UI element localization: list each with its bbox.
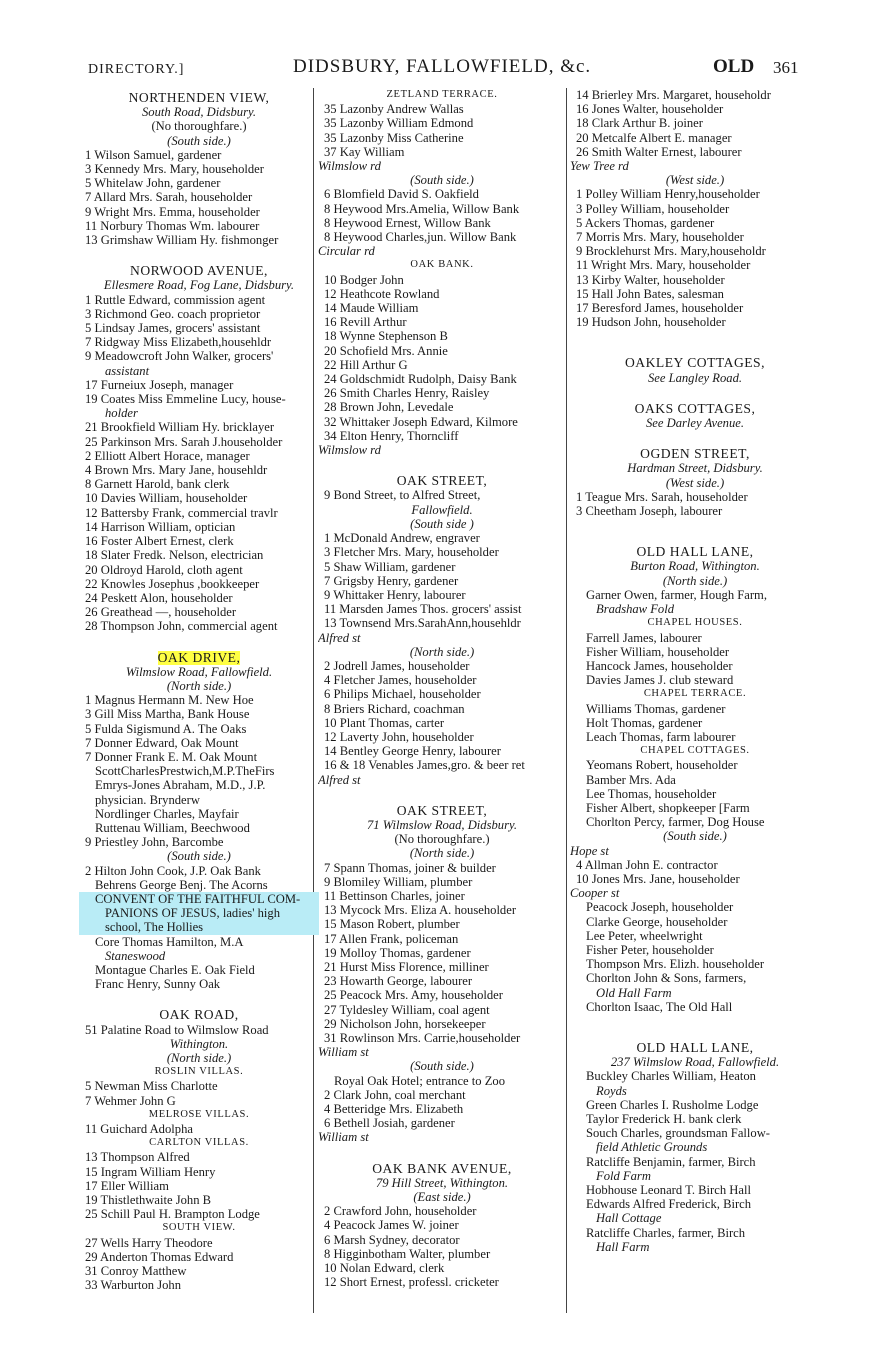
directory-entry: 31 Conroy Matthew (85, 1264, 187, 1279)
location-line: (North side.) (409, 846, 475, 861)
sub-heading: CHAPEL COTTAGES. (640, 745, 750, 757)
directory-entry: 9 Bond Street, to Alfred Street, (324, 488, 481, 503)
directory-entry: 17 Allen Frank, policeman (324, 931, 459, 946)
directory-entry: 19 Thistlethwaite John B (85, 1193, 212, 1208)
spacer (570, 518, 820, 542)
location-line: (South side.) (410, 173, 474, 188)
directory-entry: 10 Davies William, householder (85, 491, 248, 506)
location-line: See Langley Road. (647, 370, 743, 385)
location-line: (South side ) (410, 516, 474, 531)
street-heading: OGDEN STREET, (640, 447, 750, 462)
directory-entry: 17 Eller William (85, 1178, 169, 1193)
spacer (570, 430, 820, 444)
location-line: South Road, Didsbury. (141, 105, 257, 120)
directory-entry: 28 Thompson John, commercial agent (85, 619, 278, 634)
entry-continuation: Fold Farm (596, 1168, 651, 1183)
directory-entry: Taylor Frederick H. bank clerk (586, 1112, 742, 1126)
street-heading: OLD HALL LANE, (636, 1040, 754, 1055)
entry-continuation: Old Hall Farm (596, 985, 672, 1000)
directory-entry: 20 Metcalfe Albert E. manager (576, 130, 732, 145)
location-line: Wilmslow Road, Fallowfield. (125, 664, 273, 679)
directory-entry: 3 Fletcher Mrs. Mary, householder (324, 545, 499, 560)
directory-entry: 13 Thompson Alfred (85, 1150, 190, 1165)
directory-entry: 14 Harrison William, optician (85, 519, 236, 534)
directory-entry: 12 Laverty John, householder (324, 729, 474, 744)
note-line: (No thoroughfare.) (394, 832, 490, 847)
directory-entry: Lee Peter, wheelwright (586, 928, 703, 943)
directory-entry: 11 Wright Mrs. Mary, householder (576, 258, 751, 273)
directory-entry: 21 Hurst Miss Florence, milliner (324, 959, 489, 974)
street-heading: OAK STREET, (396, 474, 488, 489)
directory-entry: 4 Brown Mrs. Mary Jane, househldr (85, 463, 268, 478)
directory-entry: 6 Marsh Sydney, decorator (324, 1232, 460, 1247)
directory-entry: 5 Fulda Sigismund A. The Oaks (85, 721, 247, 736)
directory-entry: 11 Bettinson Charles, joiner (324, 888, 465, 903)
cross-street: Circular rd (318, 244, 375, 259)
header-directory: DIRECTORY.] (88, 62, 185, 77)
directory-column-3 (570, 88, 820, 1254)
directory-entry: 9 Blomiley William, plumber (324, 874, 473, 889)
directory-entry: 24 Peskett Alon, householder (85, 590, 233, 605)
directory-entry: Hobhouse Leonard T. Birch Hall (586, 1183, 751, 1198)
directory-entry: 29 Nicholson John, horsekeeper (324, 1016, 486, 1031)
spacer (79, 991, 319, 1005)
sub-heading: CARLTON VILLAS. (149, 1137, 249, 1149)
location-line: 79 Hill Street, Withington. (375, 1175, 509, 1190)
directory-entry: 32 Whittaker Joseph Edward, Kilmore (324, 414, 518, 429)
location-line: See Darley Avenue. (645, 416, 745, 431)
directory-entry: 18 Clark Arthur B. joiner (576, 116, 703, 131)
directory-entry: 7 Donner Edward, Oak Mount (85, 735, 239, 750)
header-section: OLD (713, 56, 755, 77)
directory-entry: 1 Polley William Henry,householder (576, 187, 760, 202)
directory-entry: Yeomans Robert, householder (586, 758, 738, 773)
directory-entry: 6 Philips Michael, householder (324, 687, 481, 702)
directory-entry: 9 Brocklehurst Mrs. Mary,householdr (576, 244, 766, 259)
directory-entry: 27 Wells Harry Theodore (85, 1235, 213, 1250)
directory-entry: 22 Knowles Josephus ,bookkeeper (85, 576, 260, 591)
directory-entry: 51 Palatine Road to Wilmslow Road (85, 1022, 269, 1037)
directory-entry: Thompson Mrs. Elizh. householder (586, 957, 765, 972)
directory-entry: 18 Slater Fredk. Nelson, electrician (85, 548, 264, 563)
directory-entry: 9 Meadowcroft John Walker, grocers' (85, 349, 274, 364)
directory-entry: 27 Tyldesley William, coal agent (324, 1002, 490, 1017)
directory-entry: 5 Ackers Thomas, gardener (576, 215, 715, 230)
directory-entry: physician. Brynderw (95, 792, 200, 807)
directory-entry: 14 Brierley Mrs. Margaret, householdr (576, 88, 771, 102)
street-heading-highlighted (79, 651, 319, 665)
directory-entry: Core Thomas Hamilton, M.A (95, 934, 244, 949)
directory-entry: 2 Crawford John, householder (324, 1204, 477, 1219)
directory-entry: 8 Briers Richard, coachman (324, 701, 465, 716)
directory-entry: Farrell James, labourer (586, 630, 702, 645)
directory-entry: 10 Nolan Edward, clerk (324, 1261, 445, 1276)
directory-entry: 15 Mason Robert, plumber (324, 917, 460, 932)
directory-entry: 4 Allman John E. contractor (576, 857, 718, 872)
location-line: Hardman Street, Didsbury. (627, 461, 763, 476)
directory-entry: 7 Wehmer John G (85, 1093, 176, 1108)
directory-entry: 19 Coates Miss Emmeline Lucy, house- (85, 392, 286, 407)
directory-entry: Ratcliffe Charles, farmer, Birch (586, 1225, 746, 1240)
spacer (570, 385, 820, 399)
directory-entry: 7 Morris Mrs. Mary, householder (576, 230, 744, 245)
directory-entry: 8 Heywood Mrs.Amelia, Willow Bank (324, 201, 520, 216)
directory-entry: Peacock Joseph, householder (586, 900, 734, 915)
directory-entry: 7 Donner Frank E. M. Oak Mount (85, 749, 258, 764)
directory-entry: 4 Fletcher James, householder (324, 673, 477, 688)
directory-entry: 25 Peacock Mrs. Amy, householder (324, 988, 503, 1003)
highlight-mark: OAK DRIVE, (157, 650, 241, 665)
directory-entry: Davies James J. club steward (586, 673, 734, 688)
directory-entry: 33 Warburton John (85, 1278, 181, 1293)
spacer (79, 634, 319, 648)
directory-entry: 1 Magnus Hermann M. New Hoe (85, 693, 254, 708)
directory-entry: 26 Greathead —, householder (85, 605, 237, 620)
directory-entry: 22 Hill Arthur G (324, 357, 408, 372)
directory-entry: 15 Ingram William Henry (85, 1164, 216, 1179)
directory-entry: 3 Richmond Geo. coach proprietor (85, 306, 261, 321)
directory-entry: 26 Smith Charles Henry, Raisley (324, 386, 490, 401)
directory-entry: 35 Lazonby Andrew Wallas (324, 102, 464, 117)
directory-entry: 16 & 18 Venables James,gro. & beer ret (324, 758, 525, 773)
directory-entry: 5 Lindsay James, grocers' assistant (85, 321, 261, 336)
cross-street: William st (318, 1045, 369, 1060)
directory-entry: 17 Beresford James, householder (576, 301, 744, 316)
directory-entry: 21 Brookfield William Hy. bricklayer (85, 420, 275, 435)
directory-entry: 1 Teague Mrs. Sarah, householder (576, 489, 748, 504)
directory-entry: 34 Elton Henry, Thorncliff (324, 428, 459, 443)
sub-heading: OAK BANK. (410, 259, 474, 271)
directory-entry: Garner Owen, farmer, Hough Farm, (586, 587, 767, 602)
directory-entry: 5 Newman Miss Charlotte (85, 1079, 218, 1094)
directory-entry: 4 Peacock James W. joiner (324, 1218, 459, 1233)
directory-entry: 2 Elliott Albert Horace, manager (85, 448, 250, 463)
directory-entry: Fisher Albert, shopkeeper [Farm (586, 800, 750, 815)
directory-entry: 1 Wilson Samuel, gardener (85, 147, 222, 162)
location-line: Ellesmere Road, Fog Lane, Didsbury. (103, 278, 295, 293)
cross-street: Hope st (570, 843, 609, 858)
directory-entry: 35 Lazonby Miss Catherine (324, 130, 464, 145)
column-rule-2 (566, 88, 567, 1313)
directory-entry: Green Charles I. Rusholme Lodge (586, 1097, 759, 1112)
entry-continuation-highlighted: PANIONS OF JESUS, ladies' high (79, 906, 319, 920)
sub-heading: CHAPEL HOUSES. (647, 617, 743, 629)
directory-entry: 29 Anderton Thomas Edward (85, 1249, 234, 1264)
directory-entry: 11 Marsden James Thos. grocers' assist (324, 602, 522, 617)
page-header (88, 56, 808, 82)
directory-entry: 20 Oldroyd Harold, cloth agent (85, 562, 243, 577)
location-line: Withington. (169, 1036, 229, 1051)
spacer (318, 787, 566, 801)
location-line: (North side.) (409, 644, 475, 659)
directory-entry: 10 Plant Thomas, carter (324, 715, 445, 730)
directory-entry: 15 Hall John Bates, salesman (576, 286, 724, 301)
location-line: (West side.) (665, 173, 725, 188)
directory-entry: 2 Hilton John Cook, J.P. Oak Bank (85, 863, 261, 878)
directory-entry: Behrens George Benj. The Acorns (95, 877, 268, 892)
location-line: (West side.) (665, 475, 725, 490)
location-line: Fallowfield. (411, 502, 473, 517)
directory-entry: 23 Howarth George, labourer (324, 974, 473, 989)
directory-entry: Lee Thomas, householder (586, 786, 717, 801)
entry-continuation: Hall Cottage (596, 1211, 662, 1226)
directory-entry: 37 Kay William (324, 144, 405, 159)
location-line: (South side.) (663, 829, 727, 844)
street-heading: OAK ROAD, (159, 1008, 239, 1023)
directory-entry: Williams Thomas, gardener (586, 701, 726, 716)
directory-entry: 12 Heathcote Rowland (324, 286, 440, 301)
directory-entry: Clarke George, householder (586, 914, 728, 929)
directory-entry: 14 Maude William (324, 301, 419, 316)
cross-street: Alfred st (318, 630, 361, 645)
directory-entry: Buckley Charles William, Heaton (586, 1069, 756, 1084)
directory-entry: 7 Grigsby Henry, gardener (324, 573, 459, 588)
directory-entry: 8 Garnett Harold, bank clerk (85, 477, 230, 492)
directory-entry: 7 Spann Thomas, joiner & builder (324, 860, 496, 875)
directory-entry: 5 Shaw William, gardener (324, 559, 456, 574)
directory-entry: 35 Lazonby William Edmond (324, 116, 474, 131)
directory-entry: 12 Short Ernest, professl. cricketer (324, 1275, 499, 1290)
cross-street: Wilmslow rd (318, 159, 381, 174)
sub-heading: ROSLIN VILLAS. (154, 1066, 244, 1078)
location-line: (North side.) (166, 678, 232, 693)
location-line: (South side.) (410, 1059, 474, 1074)
street-heading: OAK BANK AVENUE, (372, 1161, 512, 1176)
directory-entry: 10 Bodger John (324, 272, 404, 287)
directory-entry: 19 Molloy Thomas, gardener (324, 945, 471, 960)
directory-entry: 25 Schill Paul H. Brampton Lodge (85, 1207, 260, 1222)
directory-entry: 19 Hudson John, householder (576, 315, 726, 330)
directory-entry: ScottCharlesPrestwich,M.P.TheFirs (95, 764, 275, 779)
directory-entry: Chorlton John & Sons, farmers, (586, 971, 747, 986)
directory-entry: 13 Mycock Mrs. Eliza A. householder (324, 903, 517, 918)
directory-entry: 26 Smith Walter Ernest, labourer (576, 144, 742, 159)
street-heading: OAKLEY COTTAGES, (624, 356, 766, 371)
directory-entry: Nordlinger Charles, Mayfair (95, 806, 239, 821)
directory-entry: 16 Foster Albert Ernest, clerk (85, 534, 234, 549)
spacer (318, 1145, 566, 1159)
directory-entry: Montague Charles E. Oak Field (95, 962, 255, 977)
location-line: (South side.) (167, 133, 231, 148)
directory-entry: 5 Whitelaw John, gardener (85, 176, 221, 191)
location-line: Burton Road, Withington. (630, 559, 760, 574)
street-heading: NORWOOD AVENUE, (130, 264, 268, 279)
directory-entry: Ratcliffe Benjamin, farmer, Birch (586, 1154, 756, 1169)
entry-continuation: Staneswood (105, 948, 166, 963)
entry-continuation: field Athletic Grounds (596, 1140, 708, 1155)
directory-entry: Royal Oak Hotel; entrance to Zoo (334, 1073, 506, 1088)
directory-entry: Hancock James, householder (586, 658, 733, 673)
directory-entry: Fisher William, householder (586, 644, 730, 659)
directory-entry: 11 Guichard Adolpha (85, 1122, 193, 1137)
directory-entry: 25 Parkinson Mrs. Sarah J.householder (85, 434, 283, 449)
directory-entry: 2 Jodrell James, householder (324, 658, 470, 673)
entry-continuation: Bradshaw Fold (596, 602, 675, 617)
directory-entry: 3 Cheetham Joseph, labourer (576, 504, 723, 519)
directory-entry: 6 Bethell Josiah, gardener (324, 1116, 455, 1131)
directory-entry: 9 Priestley John, Barcombe (85, 835, 224, 850)
directory-entry: 3 Gill Miss Martha, Bank House (85, 707, 250, 722)
directory-entry: 1 Ruttle Edward, commission agent (85, 292, 266, 307)
header-title: DIDSBURY, FALLOWFIELD, &c. (293, 56, 592, 77)
spacer (318, 457, 566, 471)
location-line: (South side.) (167, 849, 231, 864)
note-line: (No thoroughfare.) (151, 119, 247, 134)
spacer (570, 329, 820, 353)
street-heading: OLD HALL LANE, (636, 545, 754, 560)
entry-continuation: holder (105, 406, 138, 421)
spacer (570, 1014, 820, 1038)
directory-entry: 11 Norbury Thomas Wm. labourer (85, 218, 260, 233)
cross-street: Cooper st (570, 886, 620, 901)
directory-entry: Holt Thomas, gardener (586, 715, 703, 730)
directory-column-1 (79, 88, 319, 1292)
directory-entry: 4 Betteridge Mrs. Elizabeth (324, 1102, 464, 1117)
cross-street: Alfred st (318, 772, 361, 787)
directory-entry: 6 Blomfield David S. Oakfield (324, 187, 479, 202)
directory-entry: Chorlton Percy, farmer, Dog House (586, 815, 765, 830)
street-heading: OAKS COTTAGES, (634, 401, 756, 416)
street-heading: OAK STREET, (396, 803, 488, 818)
cross-street: Yew Tree rd (570, 159, 629, 174)
directory-entry: Leach Thomas, farm labourer (586, 729, 736, 744)
location-line: (North side.) (166, 1051, 232, 1065)
directory-entry: 12 Battersby Frank, commercial travlr (85, 505, 278, 520)
location-line: (East side.) (413, 1190, 471, 1205)
directory-entry: 10 Jones Mrs. Jane, householder (576, 871, 740, 886)
directory-entry: 9 Whittaker Henry, labourer (324, 587, 466, 602)
directory-entry: 3 Polley William, householder (576, 201, 730, 216)
directory-entry: 13 Grimshaw William Hy. fishmonger (85, 233, 279, 248)
directory-entry: 16 Jones Walter, householder (576, 102, 724, 117)
directory-entry: 7 Ridgway Miss Elizabeth,househldr (85, 335, 272, 350)
directory-entry: Ruttenau William, Beechwood (95, 820, 250, 835)
directory-entry: 13 Townsend Mrs.SarahAnn,househldr (324, 616, 521, 631)
directory-entry: 8 Heywood Charles,jun. Willow Bank (324, 230, 517, 245)
directory-entry: 8 Higginbotham Walter, plumber (324, 1246, 491, 1261)
entry-continuation-highlighted: school, The Hollies (79, 920, 319, 934)
spacer (79, 247, 319, 261)
directory-entry: 9 Wright Mrs. Emma, householder (85, 204, 260, 219)
entry-continuation: Royds (596, 1083, 627, 1098)
street-heading: NORTHENDEN VIEW, (128, 91, 270, 105)
directory-entry: 8 Heywood Ernest, Willow Bank (324, 215, 491, 230)
sub-heading: MELROSE VILLAS. (148, 1108, 250, 1120)
directory-entry: 14 Bentley George Henry, labourer (324, 744, 501, 759)
entry-continuation: assistant (105, 363, 150, 378)
directory-entry: 28 Brown John, Levedale (324, 400, 454, 415)
directory-entry: 3 Kennedy Mrs. Mary, householder (85, 162, 264, 177)
page-number: 361 (773, 58, 799, 77)
entry-continuation: Hall Farm (596, 1239, 650, 1254)
directory-entry: 7 Allard Mrs. Sarah, householder (85, 190, 253, 205)
directory-entry: 24 Goldschmidt Rudolph, Daisy Bank (324, 372, 517, 387)
cross-street: Wilmslow rd (318, 443, 381, 458)
directory-entry: 13 Kirby Walter, householder (576, 272, 725, 287)
directory-entry: Emrys-Jones Abraham, M.D., J.P. (95, 778, 266, 793)
location-line: 71 Wilmslow Road, Didsbury. (366, 817, 518, 832)
directory-entry: Bamber Mrs. Ada (586, 772, 676, 787)
sub-heading: ZETLAND TERRACE. (386, 89, 498, 100)
directory-entry: 18 Wynne Stephenson B (324, 329, 448, 344)
sub-heading: SOUTH VIEW. (162, 1222, 236, 1234)
directory-column-2 (318, 88, 566, 1289)
directory-entry: Franc Henry, Sunny Oak (95, 977, 221, 992)
location-line: 237 Wilmslow Road, Fallowfield. (610, 1055, 780, 1070)
directory-entry: Fisher Peter, householder (586, 942, 714, 957)
directory-entry: 31 Rowlinson Mrs. Carrie,householder (324, 1031, 521, 1045)
cross-street: William st (318, 1130, 369, 1145)
directory-entry: 16 Revill Arthur (324, 315, 407, 330)
directory-entry: 1 McDonald Andrew, engraver (324, 531, 480, 546)
directory-entry: 2 Clark John, coal merchant (324, 1087, 466, 1102)
sub-heading: CHAPEL TERRACE. (643, 688, 747, 700)
directory-entry: Souch Charles, groundsman Fallow- (586, 1126, 770, 1141)
location-line: (North side.) (662, 573, 728, 588)
directory-entry: Chorlton Isaac, The Old Hall (586, 999, 733, 1014)
directory-entry-highlighted: CONVENT OF THE FAITHFUL COM- (79, 892, 319, 906)
directory-entry: 17 Furneiux Joseph, manager (85, 377, 234, 392)
directory-entry: Edwards Alfred Frederick, Birch (586, 1197, 752, 1212)
directory-entry: 20 Schofield Mrs. Annie (324, 343, 448, 358)
